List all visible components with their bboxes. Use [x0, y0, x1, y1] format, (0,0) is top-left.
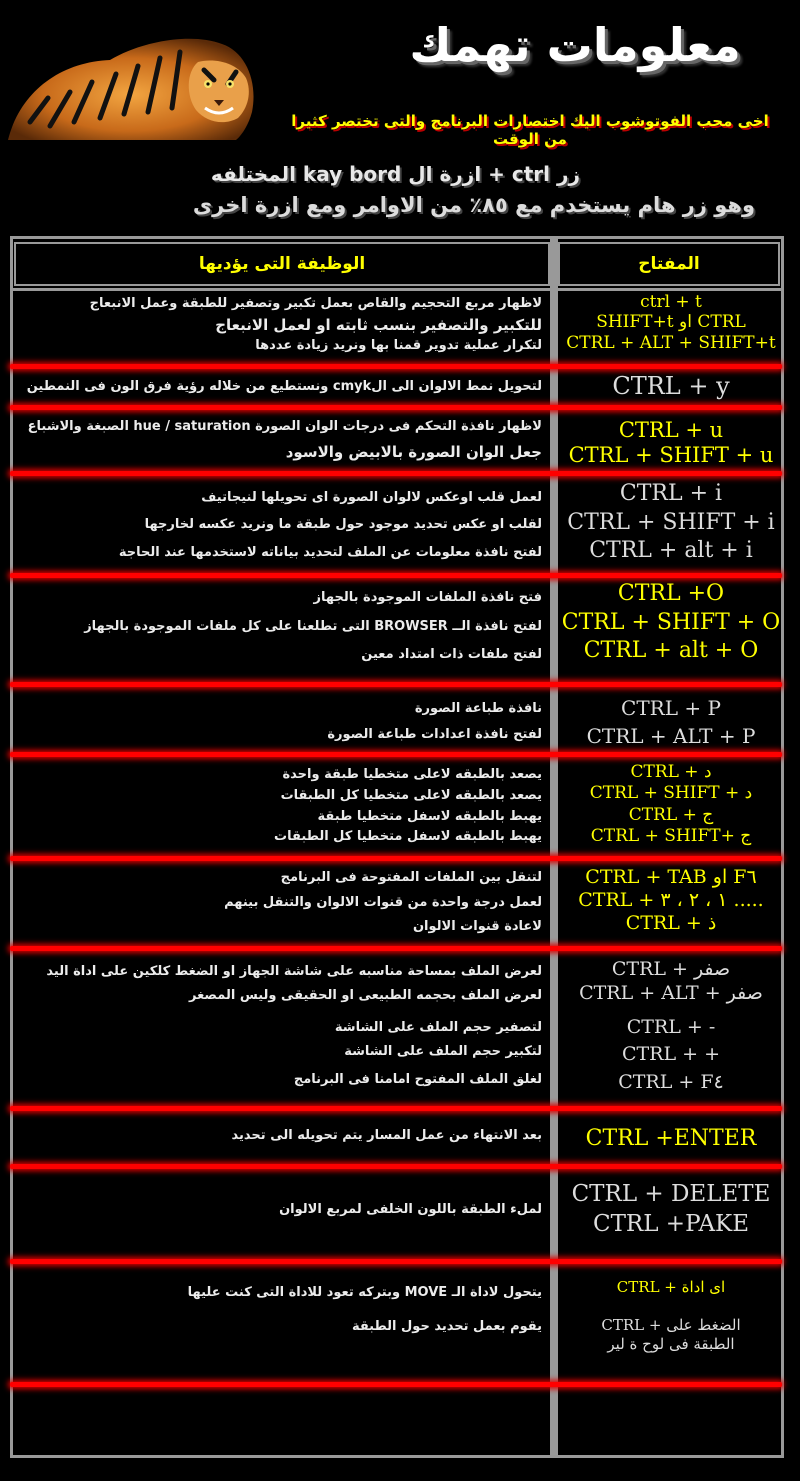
- function-text: للتكبير والتصفير بنسب ثابته او لعمل الانبعاج: [215, 315, 542, 334]
- row-4-function: [20, 484, 542, 566]
- shortcut-key: CTRL +ENTER: [585, 1126, 757, 1151]
- shortcut-key: CTRL + SHIFT + i: [567, 509, 775, 535]
- shortcut-key: CTRL + ذ: [625, 911, 717, 934]
- row-11-key: [560, 1180, 782, 1240]
- function-text: لاظهار مربع التحجيم والقاص بعمل تكبير وتصفير للطبقة وعمل الانبعاج: [89, 296, 542, 311]
- shortcut-key: CTRL + P: [621, 696, 721, 720]
- function-text: لاعادة قنوات الالوان: [412, 919, 542, 935]
- function-text: لعمل درجة واحدة من قنوات الالوان والتنقل بينهم: [224, 894, 542, 910]
- function-text: لعرض الملف بمساحة مناسبه على شاشة الجهاز او الضغط كلكين على اداة اليد: [46, 964, 542, 979]
- page-subtitle: اخى محب الفوتوشوب اليك اختصارات البرنامج والتى تختصر كثيرا من الوقت: [291, 112, 769, 148]
- row-10-function: [20, 1126, 542, 1146]
- row-2-key: [560, 372, 782, 401]
- shortcut-key: CTRL + ALT + P: [586, 724, 756, 748]
- function-text: لعمل قلب اوعكس لالوان الصورة اى تحويلها لنيجاتيف: [201, 490, 542, 505]
- shortcut-key: CTRL + د: [630, 762, 712, 782]
- row-6-function: [20, 696, 542, 748]
- shortcut-key: CTRL + alt + O: [583, 638, 759, 664]
- row-separator: [10, 1259, 782, 1264]
- shortcut-key: CTRL + alt + i: [589, 538, 753, 564]
- shortcut-key: CTRL + SHIFT + u: [568, 443, 774, 468]
- function-text: فتح نافذة الملفات الموجودة بالجهاز: [313, 590, 542, 605]
- function-text: بعد الانتهاء من عمل المسار يتم تحويله الى تحديد: [231, 1128, 542, 1143]
- row-separator: [10, 364, 782, 369]
- row-1-key: [560, 292, 782, 353]
- row-3-function: [20, 417, 542, 463]
- shortcut-key: CTRL +O: [617, 581, 725, 606]
- function-text: لملء الطبقة باللون الخلفى لمربع الالوان: [279, 1202, 542, 1217]
- row-separator: [10, 471, 782, 476]
- shortcut-key: CTRL + SHIFT + O: [561, 609, 781, 635]
- row-6-key: [560, 694, 782, 750]
- row-separator: [10, 573, 782, 578]
- function-text: لعرض الملف بحجمه الطبيعى او الحقيقى وليس المصغر: [189, 988, 542, 1004]
- row-separator: [10, 1106, 782, 1111]
- shortcut-key: CTRL + ALT + صفر: [579, 981, 763, 1004]
- function-text: لتصفير حجم الملف على الشاشة: [334, 1020, 542, 1036]
- column-header-function: الوظيفة التى يؤديها: [14, 242, 550, 286]
- row-separator: [10, 856, 782, 861]
- shortcut-key: CTRL + DELETE: [571, 1181, 771, 1207]
- row-8-function: [20, 866, 542, 940]
- shortcut-key: CTRL + ALT + SHIFT+t: [566, 332, 776, 353]
- row-5-function: [20, 584, 542, 670]
- row-5-key: [560, 580, 782, 666]
- row-separator: [10, 1382, 782, 1387]
- row-7-key: [560, 762, 782, 847]
- shortcut-key: CTRL + TAB او F٦: [585, 866, 757, 888]
- shortcut-key: CTRL + F٤: [618, 1071, 724, 1093]
- row-separator: [10, 682, 782, 687]
- row-12-function: [20, 1276, 542, 1344]
- row-2-function: [20, 377, 542, 397]
- function-text: لغلق الملف المفتوح امامنا فى البرنامج: [293, 1072, 542, 1088]
- shortcut-key: CTRL + y: [612, 372, 730, 400]
- row-11-function: [20, 1200, 542, 1220]
- function-text: لفتح نافذة معلومات عن الملف لتحديد بياناته لاستخدمها عند الحاجة: [118, 544, 542, 560]
- tiger-image: [0, 22, 262, 140]
- column-divider: [550, 239, 558, 1455]
- function-text: يصعد بالطبقه لاعلى متخطيا كل الطبقات: [280, 787, 542, 803]
- function-text: يصعد بالطبقه لاعلى متخطيا طبقة واحدة: [282, 767, 542, 782]
- header-divider: [10, 288, 784, 291]
- shortcut-key: CTRL +PAKE: [592, 1210, 750, 1237]
- row-separator: [10, 752, 782, 757]
- row-9-key: [560, 958, 782, 1095]
- row-8-key: [560, 866, 782, 934]
- function-text: لتنقل بين الملفات المفتوحة فى البرنامج: [280, 870, 542, 885]
- function-text: جعل الوان الصورة بالابيض والاسود: [285, 442, 542, 461]
- function-text: يهبط بالطبقه لاسفل متخطيا طبقة: [317, 808, 542, 824]
- shortcut-key: CTRL + -: [626, 1015, 716, 1038]
- function-text: يهبط بالطبقه لاسفل متخطيا كل الطبقات: [274, 829, 542, 845]
- shortcut-key: ctrl + t: [640, 292, 702, 312]
- row-separator: [10, 405, 782, 410]
- shortcut-key: CTRL + +: [621, 1043, 721, 1066]
- shortcut-key: CTRL + SHIFT + د: [589, 783, 753, 804]
- function-text: لتكبير حجم الملف على الشاشة: [344, 1044, 542, 1060]
- function-text: لفتح ملفات ذات امتداد معين: [361, 647, 542, 663]
- shortcut-key: CTRL + ج: [628, 804, 714, 825]
- row-10-key: [560, 1126, 782, 1152]
- page-title: معلومات تهمك: [409, 18, 741, 72]
- intro-line-2: وهو زر هام يستخدم مع ٨٥٪ من الاوامر ومع ازرة اخرى: [192, 193, 755, 217]
- shortcut-key: SHIFT+t او CTRL: [596, 312, 746, 333]
- shortcut-key: CTRL + الضغط على الطبقة فى لوح ة لير: [601, 1315, 741, 1353]
- function-text: لاظهار نافذة التحكم فى درجات الوان الصورة hue / saturation الصبغة والاشباع: [27, 419, 542, 434]
- row-separator: [10, 1164, 782, 1169]
- row-7-function: [20, 765, 542, 848]
- function-text: لتكرار عملية تدوير قمنا بها ونريد زيادة عددها: [255, 338, 542, 353]
- row-separator: [10, 946, 782, 951]
- shortcut-key: CTRL + i: [619, 481, 723, 506]
- shortcut-key: CTRL + اى اداة: [616, 1278, 726, 1296]
- function-text: لقلب او عكس تحديد موجود حول طبقة ما ونريد عكسه لخارجها: [144, 517, 542, 533]
- tiger-drawing: [0, 22, 262, 140]
- shortcut-key: CTRL + u: [618, 418, 724, 442]
- column-header-key: المفتاح: [558, 242, 780, 286]
- row-1-function: [20, 294, 542, 356]
- shortcut-key: CTRL + SHIFT+ ج: [590, 825, 752, 846]
- shortcut-key: CTRL + ١ ، ٢ ، ٣ .....: [578, 888, 764, 911]
- row-12-key: [560, 1278, 782, 1355]
- function-text: يتحول لاداة الـ MOVE وبتركه تعود للاداة التى كنت عليها: [187, 1285, 542, 1300]
- row-4-key: [560, 480, 782, 566]
- function-text: لفتح نافذة اعدادات طباعة الصورة: [327, 727, 542, 742]
- intro-line-1: زر ctrl + ازرة ال kay bord المختلفه: [210, 162, 580, 186]
- function-text: نافذة طباعة الصورة: [414, 701, 542, 716]
- function-text: يقوم بعمل تحديد حول الطبقة: [351, 1318, 542, 1334]
- row-3-key: [560, 418, 782, 468]
- function-text: لفتح نافذة الــ BROWSER التى تطلعنا على كل ملفات الموجودة بالجهاز: [84, 618, 542, 634]
- function-text: لتحويل نمط الالوان الى الcmyk ونستطيع من خلاله رؤية فرق الون فى النمطين: [26, 379, 542, 394]
- shortcut-key: CTRL + صفر: [611, 958, 731, 980]
- row-9-function: [20, 960, 542, 1092]
